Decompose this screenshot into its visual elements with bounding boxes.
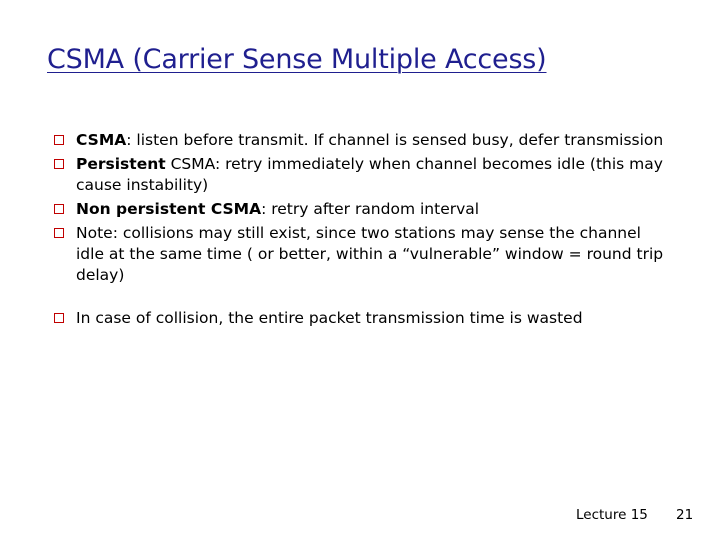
- footer-page-number: 21: [676, 507, 694, 523]
- bullet-text: In case of collision, the entire packet transmission time is wasted: [76, 309, 583, 327]
- bullet-item: [54, 130, 664, 151]
- bullet-item: [54, 154, 664, 196]
- square-bullet-icon: [54, 228, 64, 238]
- bullet-term: CSMA: [76, 131, 127, 149]
- bullet-term: Non persistent CSMA: [76, 200, 262, 218]
- bullet-text: : listen before transmit. If channel is sensed busy, defer transmission: [126, 131, 664, 149]
- bullet-text: : retry after random interval: [261, 200, 480, 218]
- bullet-item: [54, 199, 664, 220]
- bullet-text: CSMA: retry immediately when channel becomes idle (this may cause instability): [76, 155, 663, 194]
- bullet-term: Persistent: [76, 155, 166, 173]
- slide-title: CSMA (Carrier Sense Multiple Access): [47, 44, 547, 75]
- bullet-item: [54, 308, 664, 329]
- square-bullet-icon: [54, 135, 64, 145]
- bullet-item: [54, 223, 664, 286]
- footer-lecture-label: Lecture 15: [576, 507, 648, 523]
- square-bullet-icon: [54, 313, 64, 323]
- square-bullet-icon: [54, 159, 64, 169]
- bullet-list: [54, 130, 664, 332]
- bullet-text: Note: collisions may still exist, since two stations may sense the channel idle at the same time ( or better, within a “vulnerable” window = round trip delay): [76, 224, 664, 284]
- square-bullet-icon: [54, 204, 64, 214]
